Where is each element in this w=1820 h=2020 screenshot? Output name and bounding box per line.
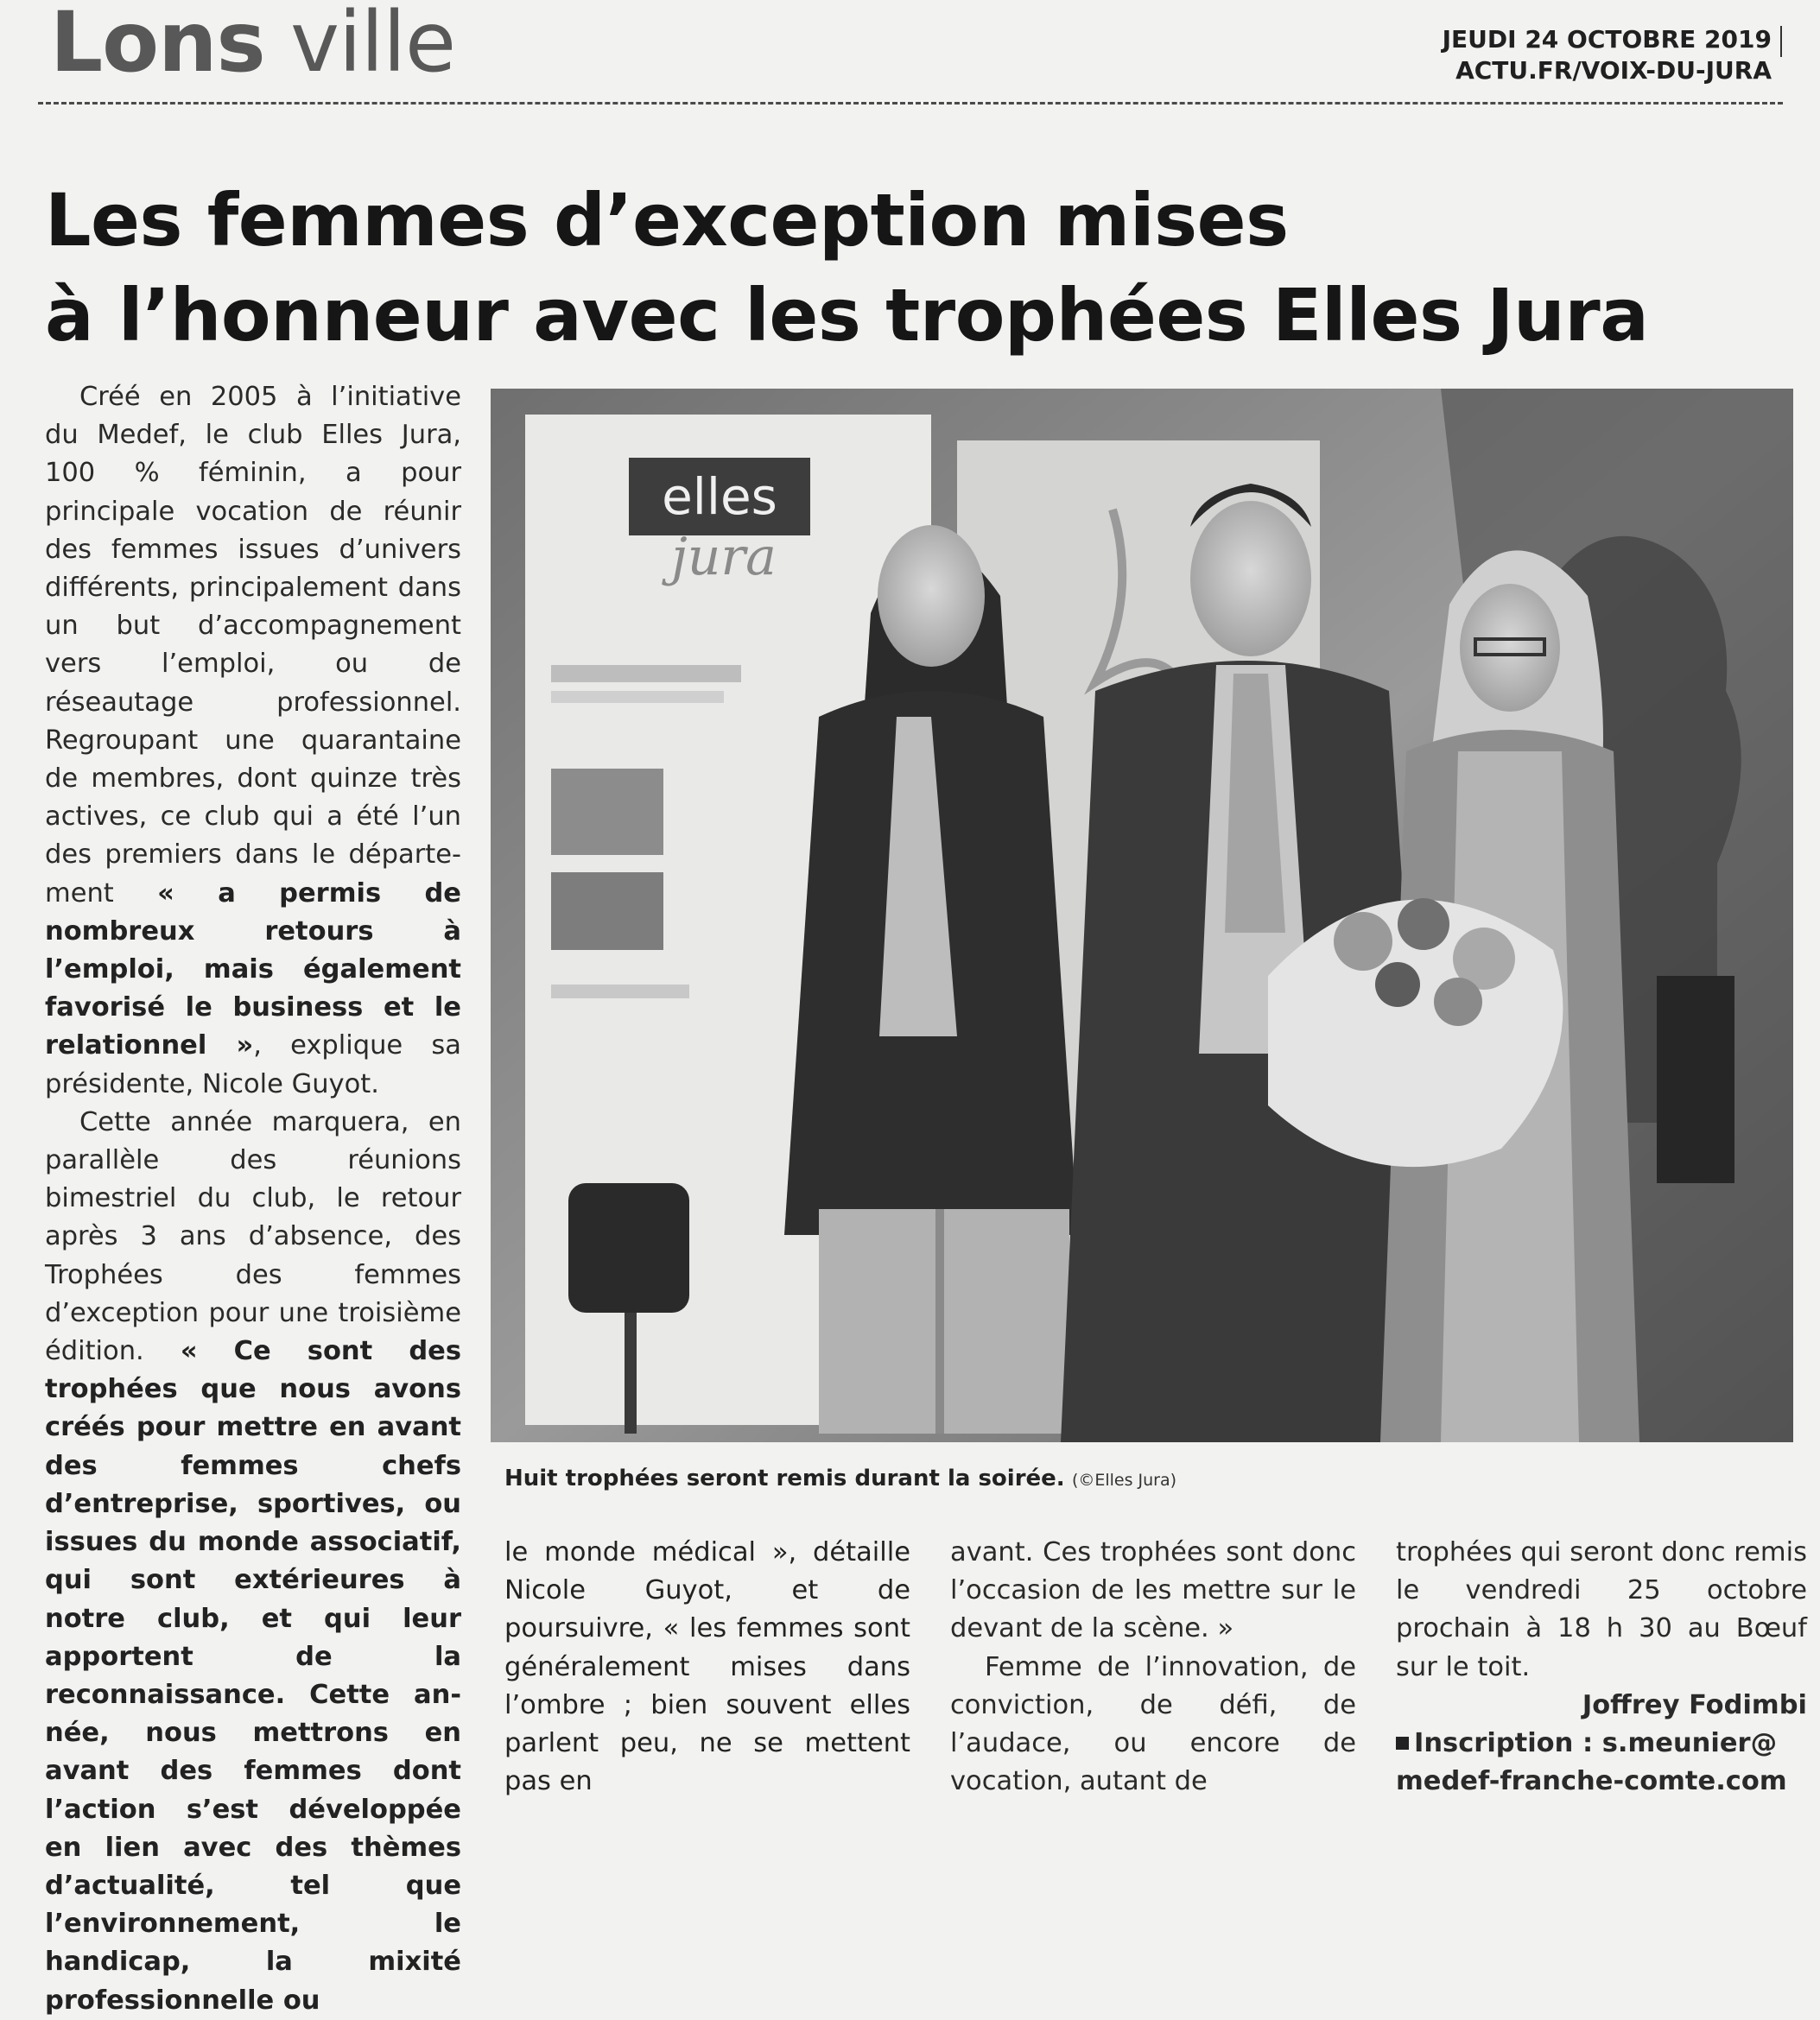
section-title — [50, 0, 455, 90]
bullet-square-icon — [1396, 1737, 1409, 1750]
headline-line-2: à l’honneur avec les trophées Elles Jura — [45, 273, 1649, 358]
para2-quote: « Ce sont des trophées que nous avons créés pour mettre en avant des femmes chefs d’entreprise, sportives, ou issues du monde associatif, qui sont extérieures à notre club, et qui leur apportent de la reconnaissance. Cette année, nous mettrons en avant des femmes dont l’action s’est développée en lien avec des thèmes d’actualité, tel que l’environnement, le handicap, la mixité professionnelle ou — [45, 1336, 461, 2016]
article-column-1 — [45, 378, 461, 2020]
photo-credit: (©Elles Jura) — [1071, 1471, 1177, 1490]
paragraph-1 — [45, 378, 461, 1104]
date-block — [1443, 24, 1772, 86]
para1-end: , explique sa présidente, Nicole Guyot. — [45, 1030, 461, 1099]
inscription-text: Inscription : s.meunier@ — [1414, 1728, 1778, 1759]
bar-stool — [568, 1183, 689, 1313]
col3-paragraph-2: Femme de l’innovation, de conviction, de défi, de l’audace, ou encore de vocation, autant de — [950, 1651, 1356, 1797]
header-rule — [38, 102, 1783, 104]
caption-text: Huit trophées seront remis durant la soirée. — [504, 1466, 1065, 1491]
site-url: ACTU.FR/VOIX-DU-JURA — [1455, 56, 1772, 85]
col3-paragraph-1: avant. Ces trophées sont donc l’occasion de les mettre sur le devant de la scène. » — [950, 1537, 1356, 1644]
section-subname: ville — [290, 0, 456, 91]
inscription-line-2: medef-franche-comte.com — [1396, 1766, 1787, 1797]
article-column-2 — [504, 1534, 910, 1801]
article-author: Joffrey Fodimbi — [1582, 1689, 1807, 1720]
date-divider — [1780, 26, 1782, 57]
paragraph-2 — [45, 1104, 461, 2020]
banner-logo: elles — [662, 467, 777, 526]
col2-paragraph — [504, 1534, 910, 1801]
article-photo — [491, 389, 1793, 1442]
col2-text: le monde médical », détaille Nicole Guyot, et de poursuivre, « les femmes sont généralement mises dans l’ombre ; bien souvent elles parlent peu, ne se mettent pas en — [504, 1537, 910, 1797]
para1-quote: « a permis de nombreux retours à l’emploi, mais également favorisé le business et le relationnel » — [45, 877, 461, 1061]
col4-paragraph: trophées qui seront donc remis le vendredi 25 octobre prochain à 18 h 30 au Bœuf sur le toit. — [1396, 1537, 1807, 1682]
para1-text: Créé en 2005 à l’initiative du Medef, le club Elles Jura, 100 % féminin, a pour principale vocation de réunir des femmes issues d’univers différents, principalement dans un but d’accompagnement vers l’emploi, ou de réseautage professionnel. Regroupant une quarantaine de membres, dont quinze très actives, ce club qui a été l’un des premiers dans le département — [45, 382, 461, 909]
article-headline — [45, 173, 1798, 363]
article-column-4 — [1396, 1534, 1807, 1801]
headline-line-1: Les femmes d’exception mises — [45, 178, 1289, 263]
flower-bouquet — [1268, 898, 1563, 1167]
para2-text: Cette année marquera, en parallèle des réunions bimestriel du club, le retour après 3 ans d’absence, des Trophées des femmes d’exception pour une troisième édition. — [45, 1106, 461, 1367]
page-header — [0, 0, 1820, 112]
trophy — [1657, 976, 1734, 1183]
inscription-line-1 — [1396, 1725, 1807, 1763]
banner-script: jura — [671, 527, 777, 587]
article-column-3 — [950, 1534, 1356, 1801]
photo-caption — [504, 1463, 1176, 1496]
photo-illustration — [491, 389, 1793, 1442]
section-name: Lons — [50, 0, 265, 91]
issue-date: JEUDI 24 OCTOBRE 2019 — [1442, 25, 1772, 54]
